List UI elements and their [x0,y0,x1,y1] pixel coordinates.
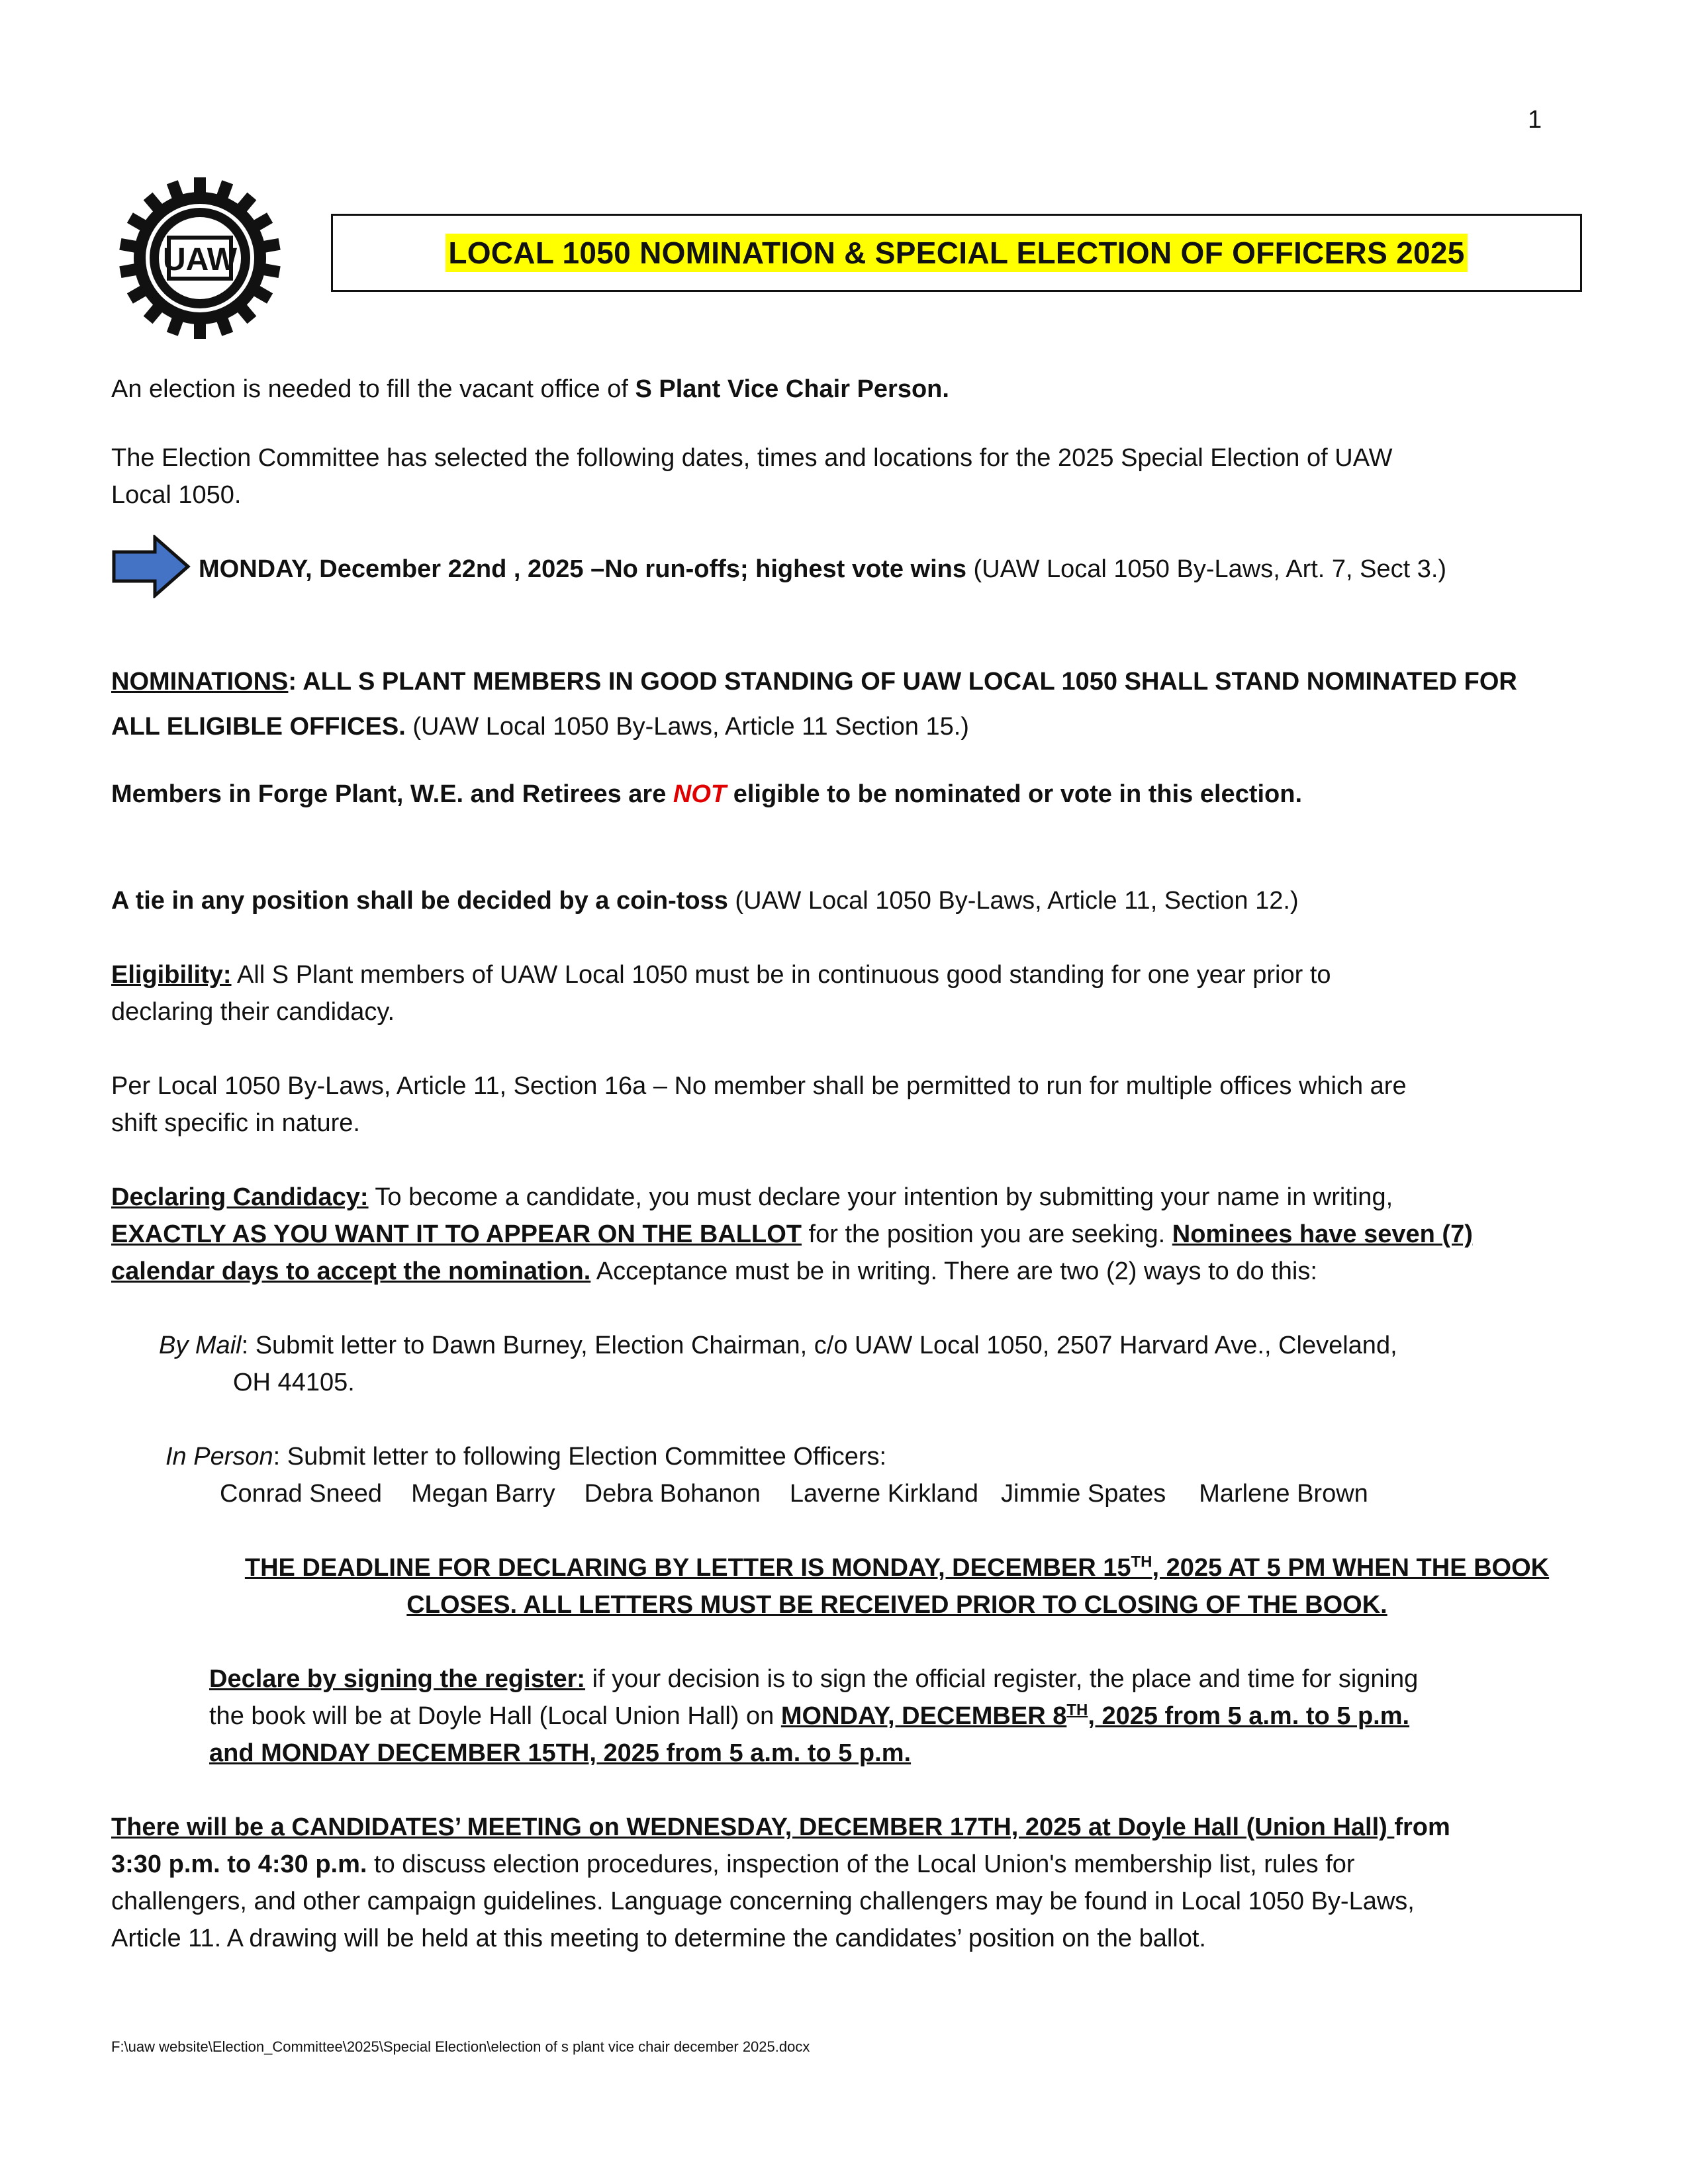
nominations-line-2: ALL ELIGIBLE OFFICES. (UAW Local 1050 By-Laws, Article 11 Section 15.) [111,713,969,741]
logo-text: UAW [163,242,237,277]
declaring-line-1: Declaring Candidacy: To become a candidate, you must declare your intention by submitting your name in writing, [111,1183,1393,1211]
tie-line: A tie in any position shall be decided by a coin-toss (UAW Local 1050 By-Laws, Article 11, Section 12.) [111,887,1299,915]
meeting-line-2: 3:30 p.m. to 4:30 p.m. to discuss election procedures, inspection of the Local Union's membership list, rules for [111,1850,1355,1878]
officer-name: Laverne Kirkland [789,1480,979,1508]
title-box [331,214,1582,292]
deadline-line-1: THE DEADLINE FOR DECLARING BY LETTER IS MONDAY, DECEMBER 15TH, 2025 AT 5 PM WHEN THE BOOK [244,1553,1550,1582]
not-eligible-line: Members in Forge Plant, W.E. and Retirees are NOT eligible to be nominated or vote in this election. [111,780,1303,808]
eligibility-line-1: Eligibility: All S Plant members of UAW Local 1050 must be in continuous good standing for one year prior to [111,961,1331,989]
officer-name: Jimmie Spates [1001,1480,1166,1508]
nominations-line-1: NOMINATIONS: ALL S PLANT MEMBERS IN GOOD STANDING OF UAW LOCAL 1050 SHALL STAND NOMINATED FOR [111,668,1517,696]
declaring-line-2: EXACTLY AS YOU WANT IT TO APPEAR ON THE BALLOT for the position you are seeking. Nominees have seven (7) [111,1220,1473,1248]
meeting-line-3: challengers, and other campaign guidelines. Language concerning challengers may be found in Local 1050 By-Laws, [111,1888,1415,1915]
election-day-line: MONDAY, December 22nd , 2025 –No run-offs; highest vote wins (UAW Local 1050 By-Laws, Art. 7, Sect 3.) [199,555,1447,583]
uaw-logo [113,175,288,341]
officer-name: Conrad Sneed [220,1480,383,1508]
register-line-2: the book will be at Doyle Hall (Local Union Hall) on MONDAY, DECEMBER 8TH, 2025 from 5 a.m. to 5 p.m. [209,1701,1410,1730]
declaring-line-3: calendar days to accept the nomination. Acceptance must be in writing. There are two (2) ways to do this: [111,1257,1317,1285]
intro-line: An election is needed to fill the vacant office of S Plant Vice Chair Person. [111,375,949,403]
page-title: LOCAL 1050 NOMINATION & SPECIAL ELECTION OF OFFICERS 2025 [445,234,1467,272]
officer-name: Debra Bohanon [584,1480,761,1508]
by-mail-line-1: By Mail: Submit letter to Dawn Burney, Election Chairman, c/o UAW Local 1050, 2507 Harvard Ave., Cleveland, [159,1332,1397,1359]
right-arrow-icon [111,535,191,598]
officer-name: Megan Barry [411,1480,555,1508]
officer-name: Marlene Brown [1199,1480,1368,1508]
page-number: 1 [1528,106,1542,134]
committee-line-2: Local 1050. [111,481,242,509]
by-mail-line-2: OH 44105. [233,1369,355,1396]
register-line-1: Declare by signing the register: if your decision is to sign the official register, the place and time for signing [209,1665,1419,1693]
officers-list [220,1475,1368,1512]
meeting-line-1: There will be a CANDIDATES’ MEETING on WEDNESDAY, DECEMBER 17TH, 2025 at Doyle Hall (Union Hall) from [111,1813,1450,1841]
file-path-footer: F:\uaw website\Election_Committee\2025\Special Election\election of s plant vice chair december 2025.docx [111,2038,810,2055]
deadline-line-2: CLOSES. ALL LETTERS MUST BE RECEIVED PRIOR TO CLOSING OF THE BOOK. [406,1591,1387,1619]
in-person-line-1: In Person: Submit letter to following Election Committee Officers: [165,1443,887,1471]
multiple-offices-line-2: shift specific in nature. [111,1109,360,1137]
multiple-offices-line-1: Per Local 1050 By-Laws, Article 11, Section 16a – No member shall be permitted to run for multiple offices which are [111,1072,1407,1100]
committee-line-1: The Election Committee has selected the following dates, times and locations for the 2025 Special Election of UAW [111,444,1393,472]
eligibility-line-2: declaring their candidacy. [111,998,395,1026]
register-line-3: and MONDAY DECEMBER 15TH, 2025 from 5 a.m. to 5 p.m. [209,1739,912,1767]
meeting-line-4: Article 11. A drawing will be held at this meeting to determine the candidates’ position on the ballot. [111,1925,1206,1952]
